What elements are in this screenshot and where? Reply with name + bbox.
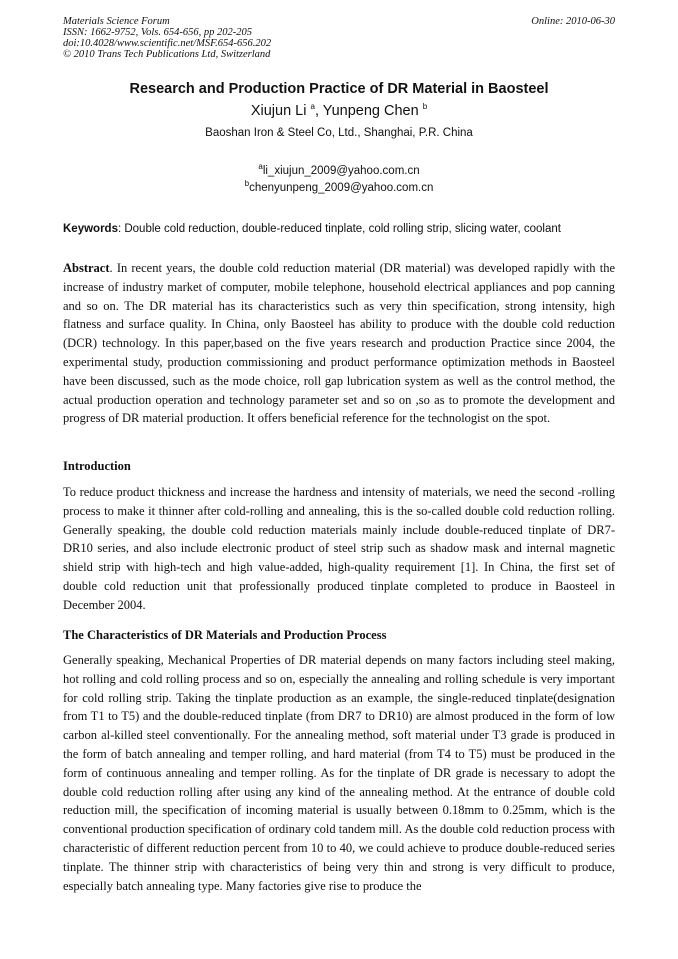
copyright-line: © 2010 Trans Tech Publications Ltd, Switzerland [63, 49, 271, 60]
abstract [63, 259, 615, 428]
author-affil-mark: a [310, 102, 315, 111]
doi-line: doi:10.4028/www.scientific.net/MSF.654-656.202 [63, 38, 272, 49]
email-line [63, 160, 615, 178]
abstract-text: . In recent years, the double cold reduction material (DR material) was developed rapidly with the increase of industry market of computer, mobile telephone, household electrical appliances and pop canning and so on. The DR material has its characteristics such as very thin specification, strong intensity, high flatness and surface quality. In China, only Baosteel has ability to produce with the double cold reduction (DCR) technology. In this paper,based on the five years research and production Practice since 2004, the experimental study, production commissioning and product performance optimization methods in Baosteel have been discussed, such as the mode choice, roll gap lubrication system as well as the control method, the actual production operation and technology parameter set and so on ,so as to promote the development and progress of DR material production. It offers beneficial reference for the technologist on the spot. [63, 261, 615, 426]
author-name: Xiujun Li [250, 102, 307, 119]
keywords-label: Keywords [63, 223, 118, 235]
keywords-text: : Double cold reduction, double-reduced tinplate, cold rolling strip, slicing water, coolant [117, 223, 561, 235]
journal-name: Materials Science Forum [63, 16, 170, 27]
author-name: Yunpeng Chen [322, 102, 419, 119]
email-line [63, 177, 615, 195]
affiliation: Baoshan Iron & Steel Co, Ltd., Shanghai, P.R. China [205, 127, 473, 139]
issn-line: ISSN: 1662-9752, Vols. 654-656, pp 202-205 [63, 27, 252, 38]
email-mark: a [258, 162, 263, 171]
section-heading: The Characteristics of DR Materials and Production Process [63, 628, 387, 642]
section-heading: Introduction [63, 459, 131, 473]
author-list [63, 98, 615, 120]
abstract-label: Abstract [63, 261, 110, 275]
email-address: chenyunpeng_2009@yahoo.com.cn [249, 181, 434, 194]
online-date: Online: 2010-06-30 [531, 16, 615, 27]
email-mark: b [244, 179, 250, 188]
journal-header [63, 16, 615, 60]
paper-title: Research and Production Practice of DR Material in Baosteel [129, 81, 549, 97]
author-separator: , [314, 102, 323, 119]
section-paragraph: Generally speaking, Mechanical Properties of DR material depends on many factors including steel making, hot rolling and cold rolling process and so on, especially the annealing and rolling schedule is very important for cold rolling strip. Taking the tinplate production as an example, the single-reduced tinplate(designation from T1 to T5) and the double-reduced tinplate (from DR7 to DR10) are almost produced in the form of low carbon al-killed steel conventionally. For the annealing method, soft material under T3 grade is produced in the form of batch annealing and temper rolling, and hard material (from T4 to T5) must be produced in the form of continuous annealing and temper rolling. As for the tinplate of DR grade is necessary to adopt the double cold reduction rolling after using any kind of the annealing method. At the entrance of double cold reduction mill, the specification of incoming material is usually between 0.18mm to 0.25mm, which is the conventional production specification of ordinary cold tandem mill. As the double cold reduction process with characteristic of different reduction percent from 10 to 40, we could achieve to produce double-reduced series tinplate. The thinner strip with characteristics of being very thin and strong is very difficult to produce, especially batch annealing type. Many factories give rise to produce the [63, 653, 615, 893]
email-address: li_xiujun_2009@yahoo.com.cn [262, 164, 420, 177]
section-paragraph: To reduce product thickness and increase the hardness and intensity of materials, we need the second -rolling process to make it thinner after cold-rolling and annealing, this is the so-called double cold reduction rolling. Generally speaking, the double cold reduction materials mainly include double-reduced tinplate of DR7-DR10 series, and also include electronic product of steel strip such as shadow mask and internal magnetic shield strip with high-tech and high value-added, high-quality requirement [1]. In China, the first set of double cold reduction unit that professionally produced tinplate completed to produce in Baosteel in December 2004. [63, 485, 615, 612]
author-affil-mark: b [422, 102, 428, 111]
keywords [63, 222, 615, 236]
